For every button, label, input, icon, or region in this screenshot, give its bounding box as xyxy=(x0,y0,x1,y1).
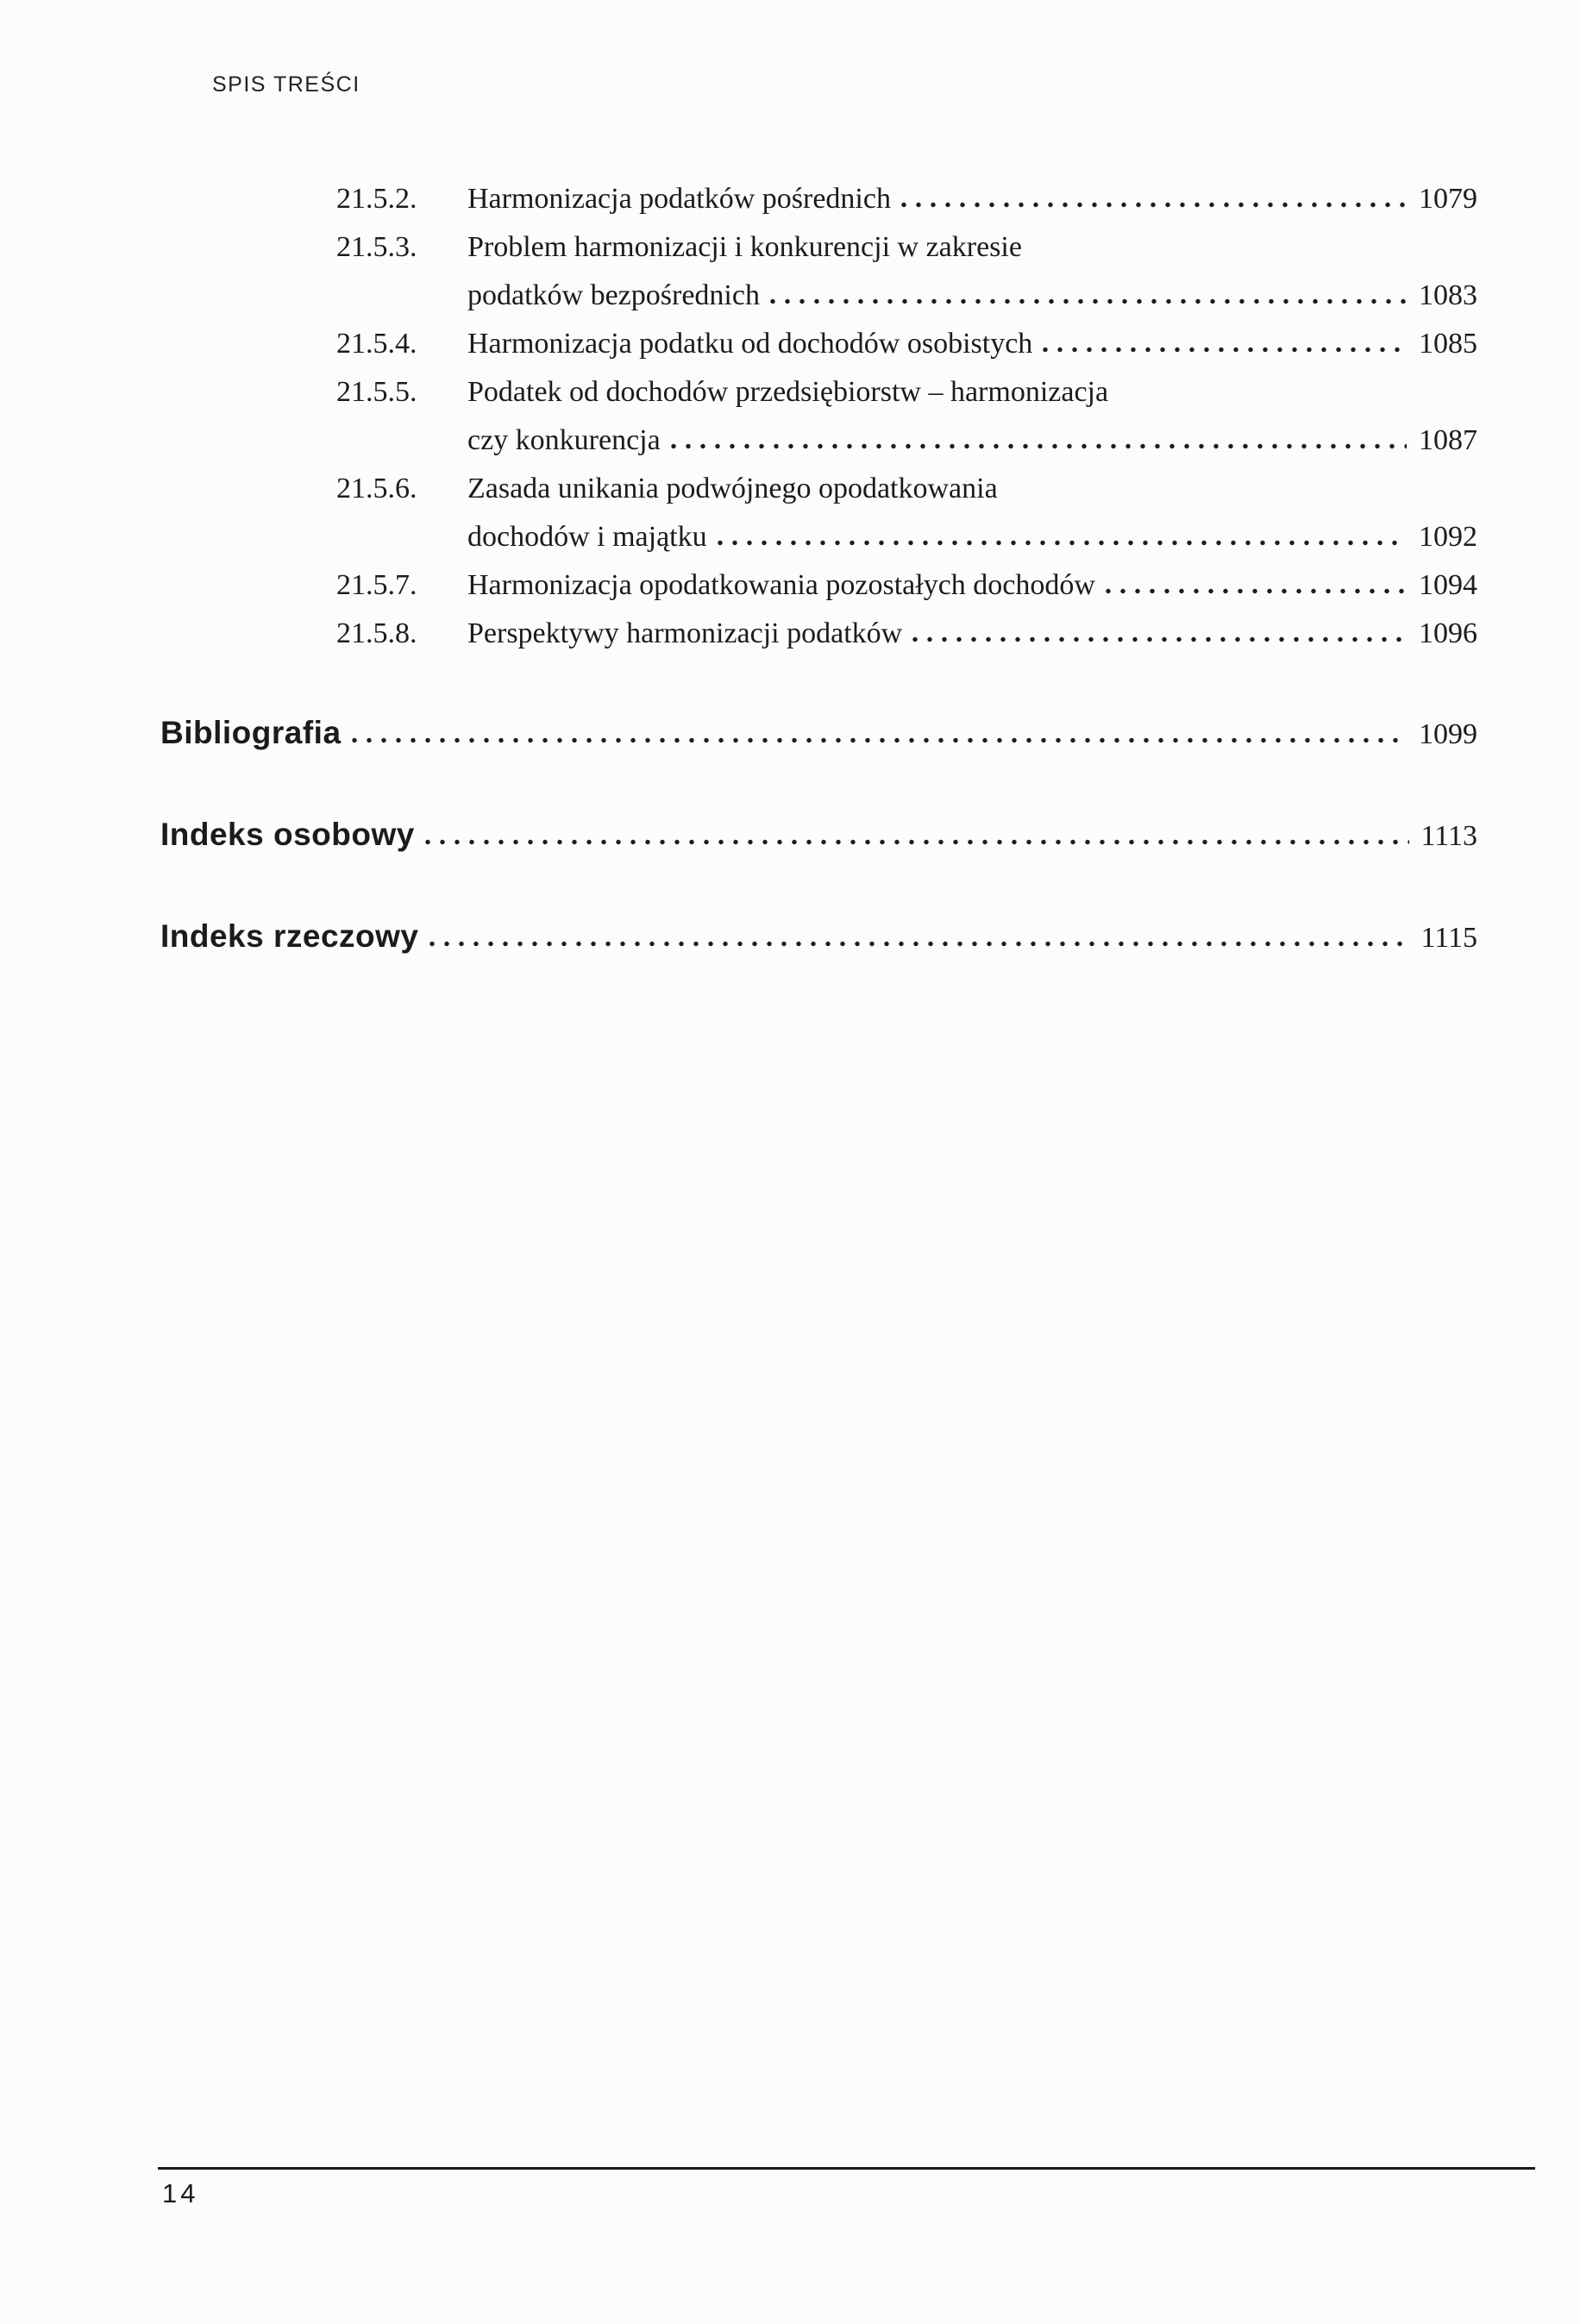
dot-leader xyxy=(912,636,1407,642)
section-page-number: 1099 xyxy=(1419,718,1477,750)
toc-row-continuation xyxy=(336,417,1477,465)
toc-entry-label: Perspektywy harmonizacji podatków xyxy=(467,617,903,649)
section-label: Indeks rzeczowy xyxy=(160,918,419,954)
toc-entry-label: czy konkurencja xyxy=(467,424,661,456)
dot-leader xyxy=(429,941,1409,947)
toc-entry-label: Zasada unikania podwójnego opodatkowania xyxy=(467,473,998,504)
toc-row-continuation xyxy=(336,272,1477,320)
toc-row xyxy=(336,561,1477,610)
dot-leader xyxy=(770,298,1407,304)
toc-list xyxy=(336,175,1477,658)
toc-entry-label: Podatek od dochodów przedsiębiorstw – harmonizacja xyxy=(467,376,1109,408)
toc-row xyxy=(336,610,1477,658)
toc-entry-number: 21.5.2. xyxy=(336,183,417,215)
toc-entry-label: podatków bezpośrednich xyxy=(467,279,760,311)
toc-row xyxy=(336,465,1477,513)
section-label: Indeks osobowy xyxy=(160,817,415,852)
toc-entry-label: Harmonizacja podatku od dochodów osobistych xyxy=(467,328,1033,360)
dot-leader xyxy=(425,839,1409,845)
dot-leader xyxy=(901,202,1407,208)
toc-entry-number: 21.5.4. xyxy=(336,328,417,360)
toc-row xyxy=(336,368,1477,417)
toc-row xyxy=(336,175,1477,223)
toc-entry-label: Harmonizacja opodatkowania pozostałych dochodów xyxy=(467,569,1095,601)
toc-entry-number: 21.5.3. xyxy=(336,231,417,263)
toc-row xyxy=(336,320,1477,368)
toc-entry-number: 21.5.8. xyxy=(336,617,417,649)
toc-page-number: 1083 xyxy=(1419,279,1477,311)
back-matter-list xyxy=(160,715,1477,956)
toc-entry-label: Harmonizacja podatków pośrednich xyxy=(467,183,891,215)
toc-entry-number: 21.5.6. xyxy=(336,473,417,504)
dot-leader xyxy=(1106,588,1407,594)
toc-page-number: 1087 xyxy=(1419,424,1477,456)
toc-row xyxy=(336,223,1477,272)
name-index-row xyxy=(160,817,1477,855)
toc-page-number: 1092 xyxy=(1419,521,1477,553)
toc-page-number: 1096 xyxy=(1419,617,1477,649)
toc-entry-number: 21.5.5. xyxy=(336,376,417,408)
toc-entry-number: 21.5.7. xyxy=(336,569,417,601)
footer-rule xyxy=(158,2167,1535,2170)
running-head: SPIS TREŚCI xyxy=(212,72,361,97)
subject-index-row xyxy=(160,918,1477,956)
dot-leader xyxy=(352,737,1407,743)
dot-leader xyxy=(1043,347,1407,353)
toc-entry-label: dochodów i majątku xyxy=(467,521,707,553)
dot-leader xyxy=(671,443,1407,449)
toc-page-number: 1094 xyxy=(1419,569,1477,601)
folio-page-number: 14 xyxy=(162,2178,199,2208)
toc-row-continuation xyxy=(336,513,1477,561)
section-page-number: 1113 xyxy=(1420,820,1477,852)
section-page-number: 1115 xyxy=(1420,922,1477,954)
bibliography-row xyxy=(160,715,1477,753)
toc-entry-label: Problem harmonizacji i konkurencji w zakresie xyxy=(467,231,1022,263)
section-label: Bibliografia xyxy=(160,715,342,750)
toc-page-number: 1079 xyxy=(1419,183,1477,215)
toc-page-number: 1085 xyxy=(1419,328,1477,360)
dot-leader xyxy=(718,540,1407,546)
